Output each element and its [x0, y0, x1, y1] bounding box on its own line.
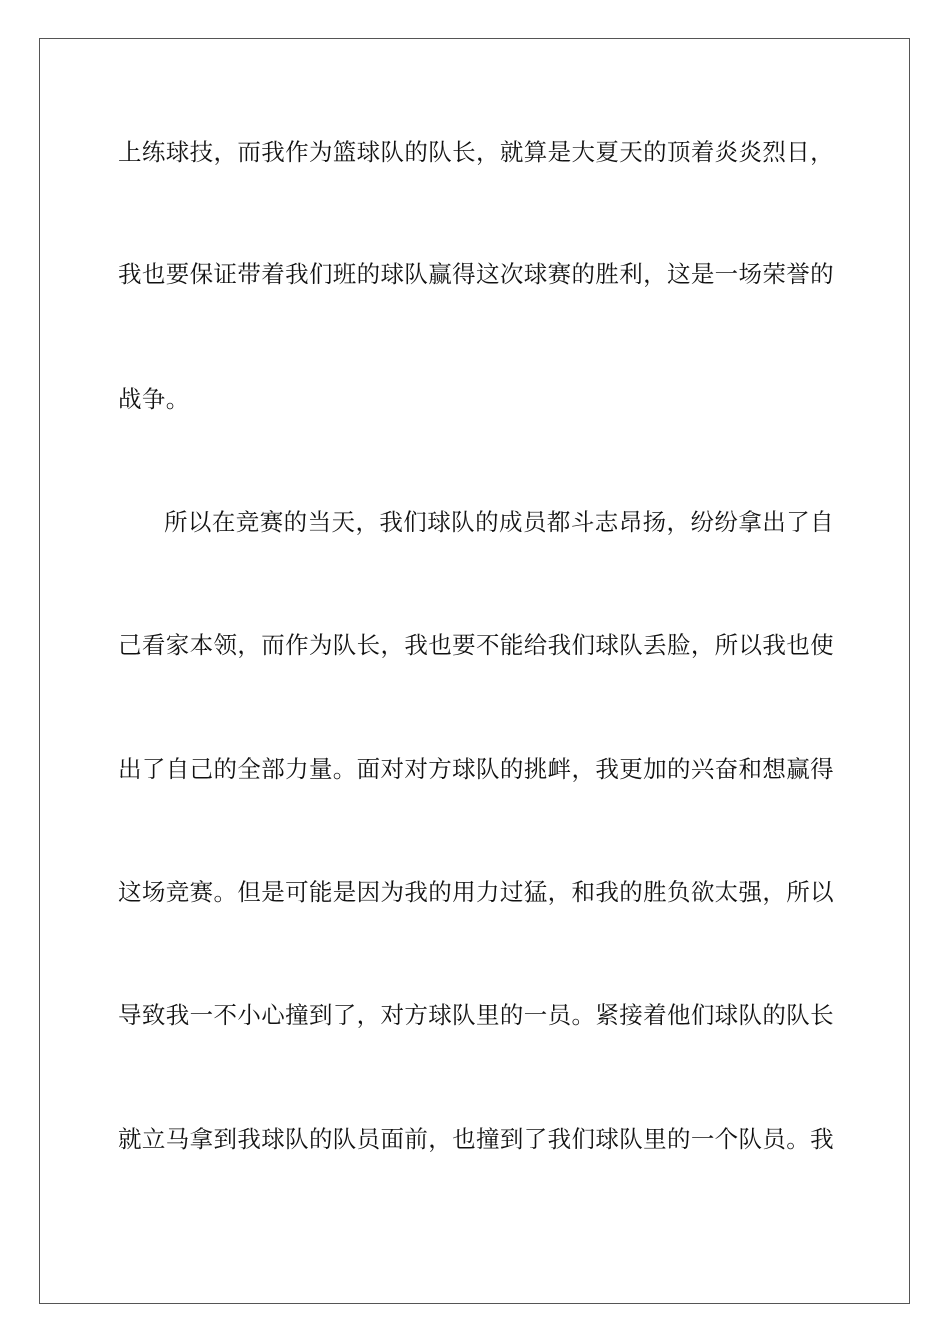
text-line-9: 就立马拿到我球队的队员面前，也撞到了我们球队里的一个队员。我 [118, 1125, 834, 1153]
text-line-3: 战争。 [118, 385, 190, 413]
text-line-5: 己看家本领，而作为队长，我也要不能给我们球队丢脸，所以我也使 [118, 631, 834, 659]
text-line-1: 上练球技，而我作为篮球队的队长，就算是大夏天的顶着炎炎烈日， [118, 138, 834, 166]
text-line-2: 我也要保证带着我们班的球队赢得这次球赛的胜利，这是一场荣誉的 [118, 260, 834, 288]
text-line-4: 所以在竞赛的当天，我们球队的成员都斗志昂扬，纷纷拿出了自 [164, 508, 834, 536]
page-frame [39, 38, 910, 1304]
text-line-8: 导致我一不小心撞到了，对方球队里的一员。紧接着他们球队的队长 [118, 1001, 834, 1029]
text-line-6: 出了自己的全部力量。面对对方球队的挑衅，我更加的兴奋和想赢得 [118, 755, 834, 783]
text-line-7: 这场竞赛。但是可能是因为我的用力过猛，和我的胜负欲太强，所以 [118, 878, 834, 906]
